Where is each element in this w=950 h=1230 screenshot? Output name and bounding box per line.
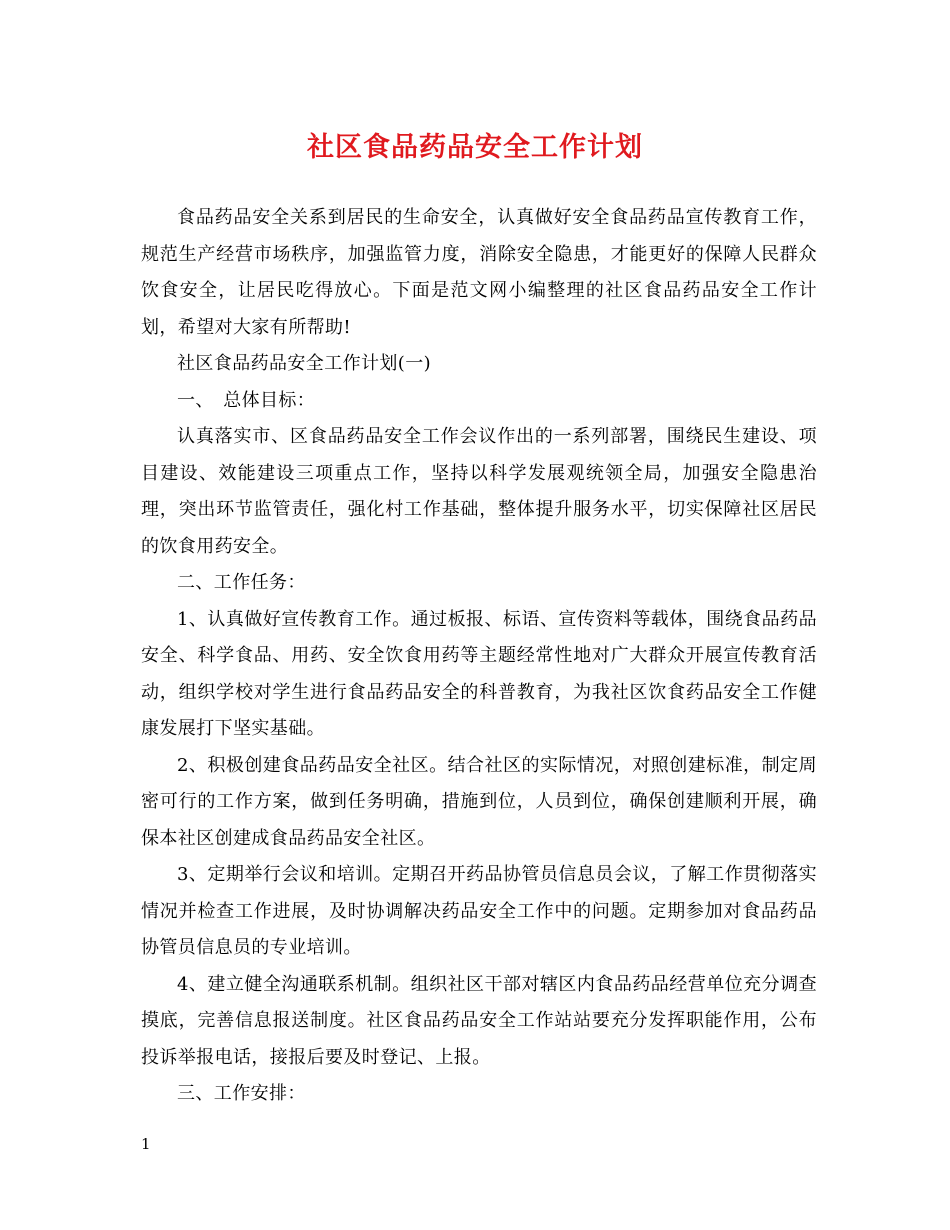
paragraph-section-1-body: 认真落实市、区食品药品安全工作会议作出的一系列部署，围绕民生建设、项目建设、效能建设三项重点工作，坚持以科学发展观统领全局，加强安全隐患治理，突出环节监管责任，强化村工作基础，整体提升服务水平，切实保障社区居民的饮食用药安全。 <box>141 426 817 557</box>
paragraph-section-1-heading: 一、 总体目标： <box>177 389 316 411</box>
paragraph-plan-heading: 社区食品药品安全工作计划(一) <box>177 353 432 374</box>
paragraph-task-4: 4、建立健全沟通联系机制。组织社区干部对辖区内食品药品经营单位充分调查摸底，完善信息报送制度。社区食品药品安全工作站站要充分发挥职能作用，公布投诉举报电话，接报后要及时登记、上报。 <box>141 973 817 1068</box>
document-body <box>141 200 817 1113</box>
paragraph-task-2: 2、积极创建食品药品安全社区。结合社区的实际情况，对照创建标准，制定周密可行的工作方案，做到任务明确，措施到位，人员到位，确保创建顺利开展，确保本社区创建成食品药品安全社区。 <box>141 754 817 849</box>
paragraph-section-2-heading: 二、工作任务： <box>177 572 306 593</box>
paragraph-task-1: 1、认真做好宣传教育工作。通过板报、标语、宣传资料等载体，围绕食品药品安全、科学食品、用药、安全饮食用药等主题经常性地对广大群众开展宣传教育活动，组织学校对学生进行食品药品安全的科普教育，为我社区饮食药品安全工作健康发展打下坚实基础。 <box>141 608 817 739</box>
paragraph-intro: 食品药品安全关系到居民的生命安全，认真做好安全食品药品宣传教育工作，规范生产经营市场秩序，加强监管力度，消除安全隐患，才能更好的保障人民群众饮食安全，让居民吃得放心。下面是范文网小编整理的社区食品药品安全工作计划，希望对大家有所帮助! <box>141 207 817 338</box>
paragraph-section-3-heading: 三、工作安排： <box>177 1083 306 1104</box>
paragraph-task-3: 3、定期举行会议和培训。定期召开药品协管员信息员会议，了解工作贯彻落实情况并检查工作进展，及时协调解决药品安全工作中的问题。定期参加对食品药品协管员信息员的专业培训。 <box>141 864 817 958</box>
document-title: 社区食品药品安全工作计划 <box>307 132 643 163</box>
page-number: 1 <box>141 1135 151 1153</box>
